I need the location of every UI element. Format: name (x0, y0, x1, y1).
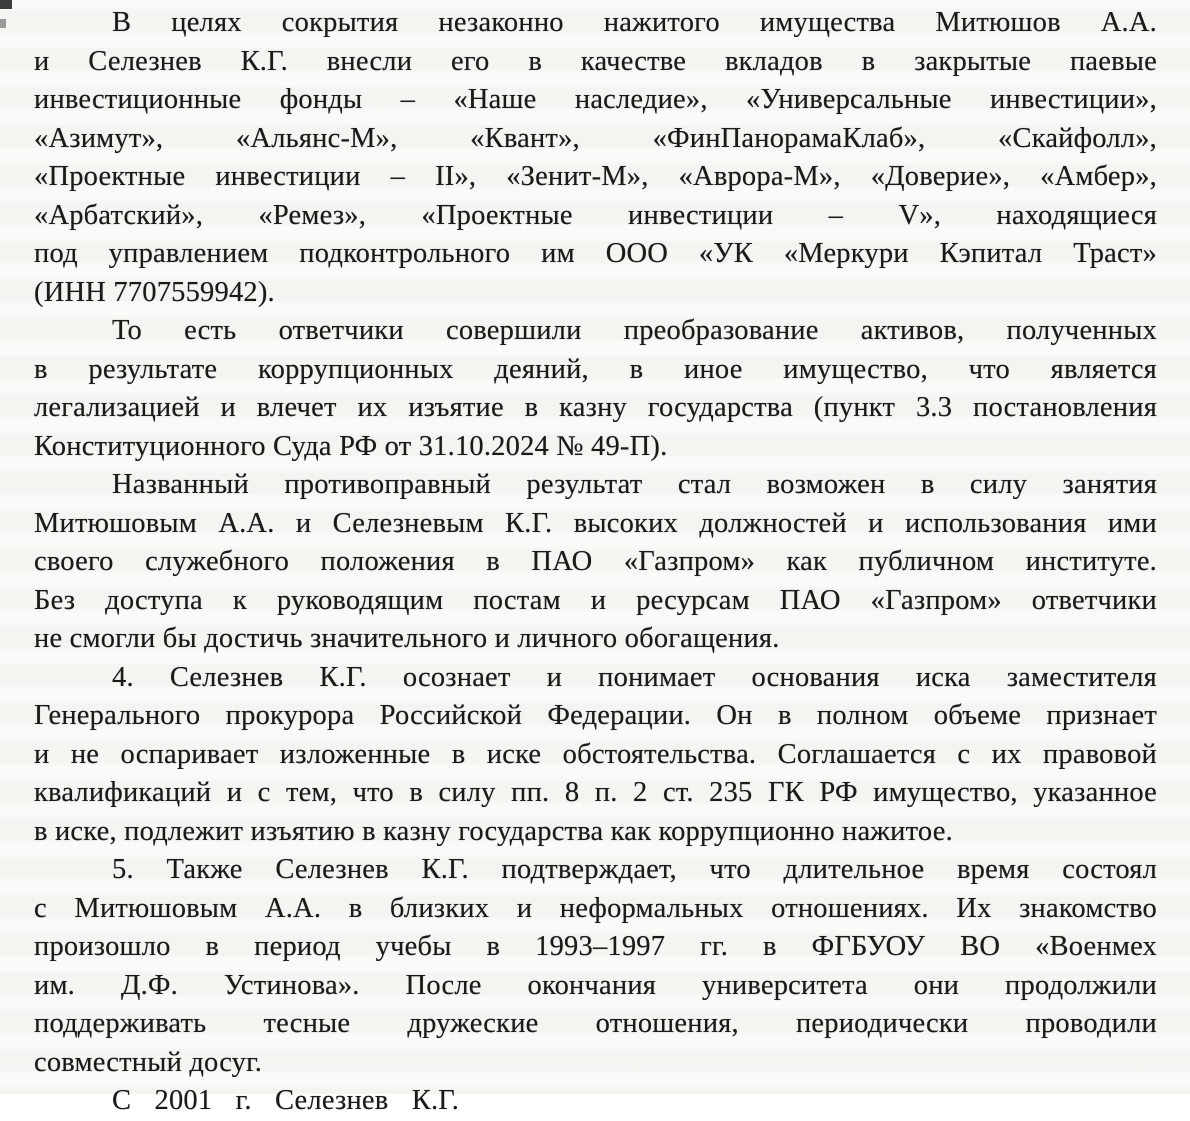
scan-artifact-speck (0, 0, 12, 9)
text-line: Конституционного Суда РФ от 31.10.2024 № 49-П). (34, 430, 668, 462)
text-line: «Азимут», «Альянс-М», «Квант», «ФинПанорамаКлаб», «Скайфолл», (34, 122, 1157, 154)
document-text-block (34, 4, 1157, 1121)
text-line: не смогли бы достичь значительного и личного обогащения. (34, 623, 780, 654)
text-line: «Проектные инвестиции – II», «Зенит-М», «Аврора-М», «Доверие», «Амбер», (34, 161, 1157, 192)
text-line: и не оспаривает изложенные в иске обстоятельства. Соглашается с их правовой (34, 738, 1157, 770)
paragraph-3 (34, 466, 1157, 659)
text-line: То есть ответчики совершили преобразование активов, полученных (112, 315, 1157, 346)
text-line: Названный противоправный результат стал возможен в силу занятия (112, 469, 1157, 500)
text-line: 5. Также Селезнев К.Г. подтверждает, что длительное время состоял (112, 854, 1157, 885)
text-line: в результате коррупционных деяний, в иное имущество, что является (34, 353, 1157, 385)
text-line: своего служебного положения в ПАО «Газпром» как публичном институте. (34, 546, 1157, 577)
text-line: произошло в период учебы в 1993–1997 гг. в ФГБУОУ ВО «Военмех (34, 931, 1157, 962)
text-line: Генерального прокурора Российской Федерации. Он в полном объеме признает (34, 700, 1157, 731)
text-line: совместный досуг. (34, 1046, 263, 1078)
text-line: под управлением подконтрольного им ООО «УК «Меркури Кэпитал Траст» (34, 238, 1157, 269)
scan-artifact-speck (0, 19, 6, 28)
text-line: В целях сокрытия незаконно нажитого имущества Митюшов А.А. (112, 7, 1157, 38)
paragraph-5 (34, 851, 1157, 1082)
text-line: с Митюшовым А.А. в близких и неформальных отношениях. Их знакомство (34, 892, 1157, 924)
text-line: (ИНН 7707559942). (34, 276, 275, 308)
text-line: и Селезнев К.Г. внесли его в качестве вкладов в закрытые паевые (34, 45, 1157, 77)
text-line: Без доступа к руководящим постам и ресурсам ПАО «Газпром» ответчики (34, 584, 1157, 616)
text-line: легализацией и влечет их изъятие в казну государства (пункт 3.3 постановления (34, 392, 1157, 423)
cutoff-text-line: С 2001 г. Селезнев К.Г. (112, 1085, 460, 1116)
paragraph-2 (34, 312, 1157, 466)
text-line: поддерживать тесные дружеские отношения, периодически проводили (34, 1008, 1157, 1039)
paragraph-1 (34, 4, 1157, 312)
text-line: 4. Селезнев К.Г. осознает и понимает основания иска заместителя (112, 661, 1157, 693)
text-line: инвестиционные фонды – «Наше наследие», «Универсальные инвестиции», (34, 84, 1157, 115)
text-line: «Арбатский», «Ремез», «Проектные инвестиции – V», находящиеся (34, 199, 1157, 231)
text-line: квалификаций и с тем, что в силу пп. 8 п. 2 ст. 235 ГК РФ имущество, указанное (34, 777, 1157, 808)
text-line: им. Д.Ф. Устинова». После окончания университета они продолжили (34, 969, 1157, 1001)
text-line: Митюшовым А.А. и Селезневым К.Г. высоких должностей и использования ими (34, 507, 1157, 539)
text-line: в иске, подлежит изъятию в казну государства как коррупционно нажитое. (34, 815, 953, 847)
paragraph-4 (34, 659, 1157, 852)
